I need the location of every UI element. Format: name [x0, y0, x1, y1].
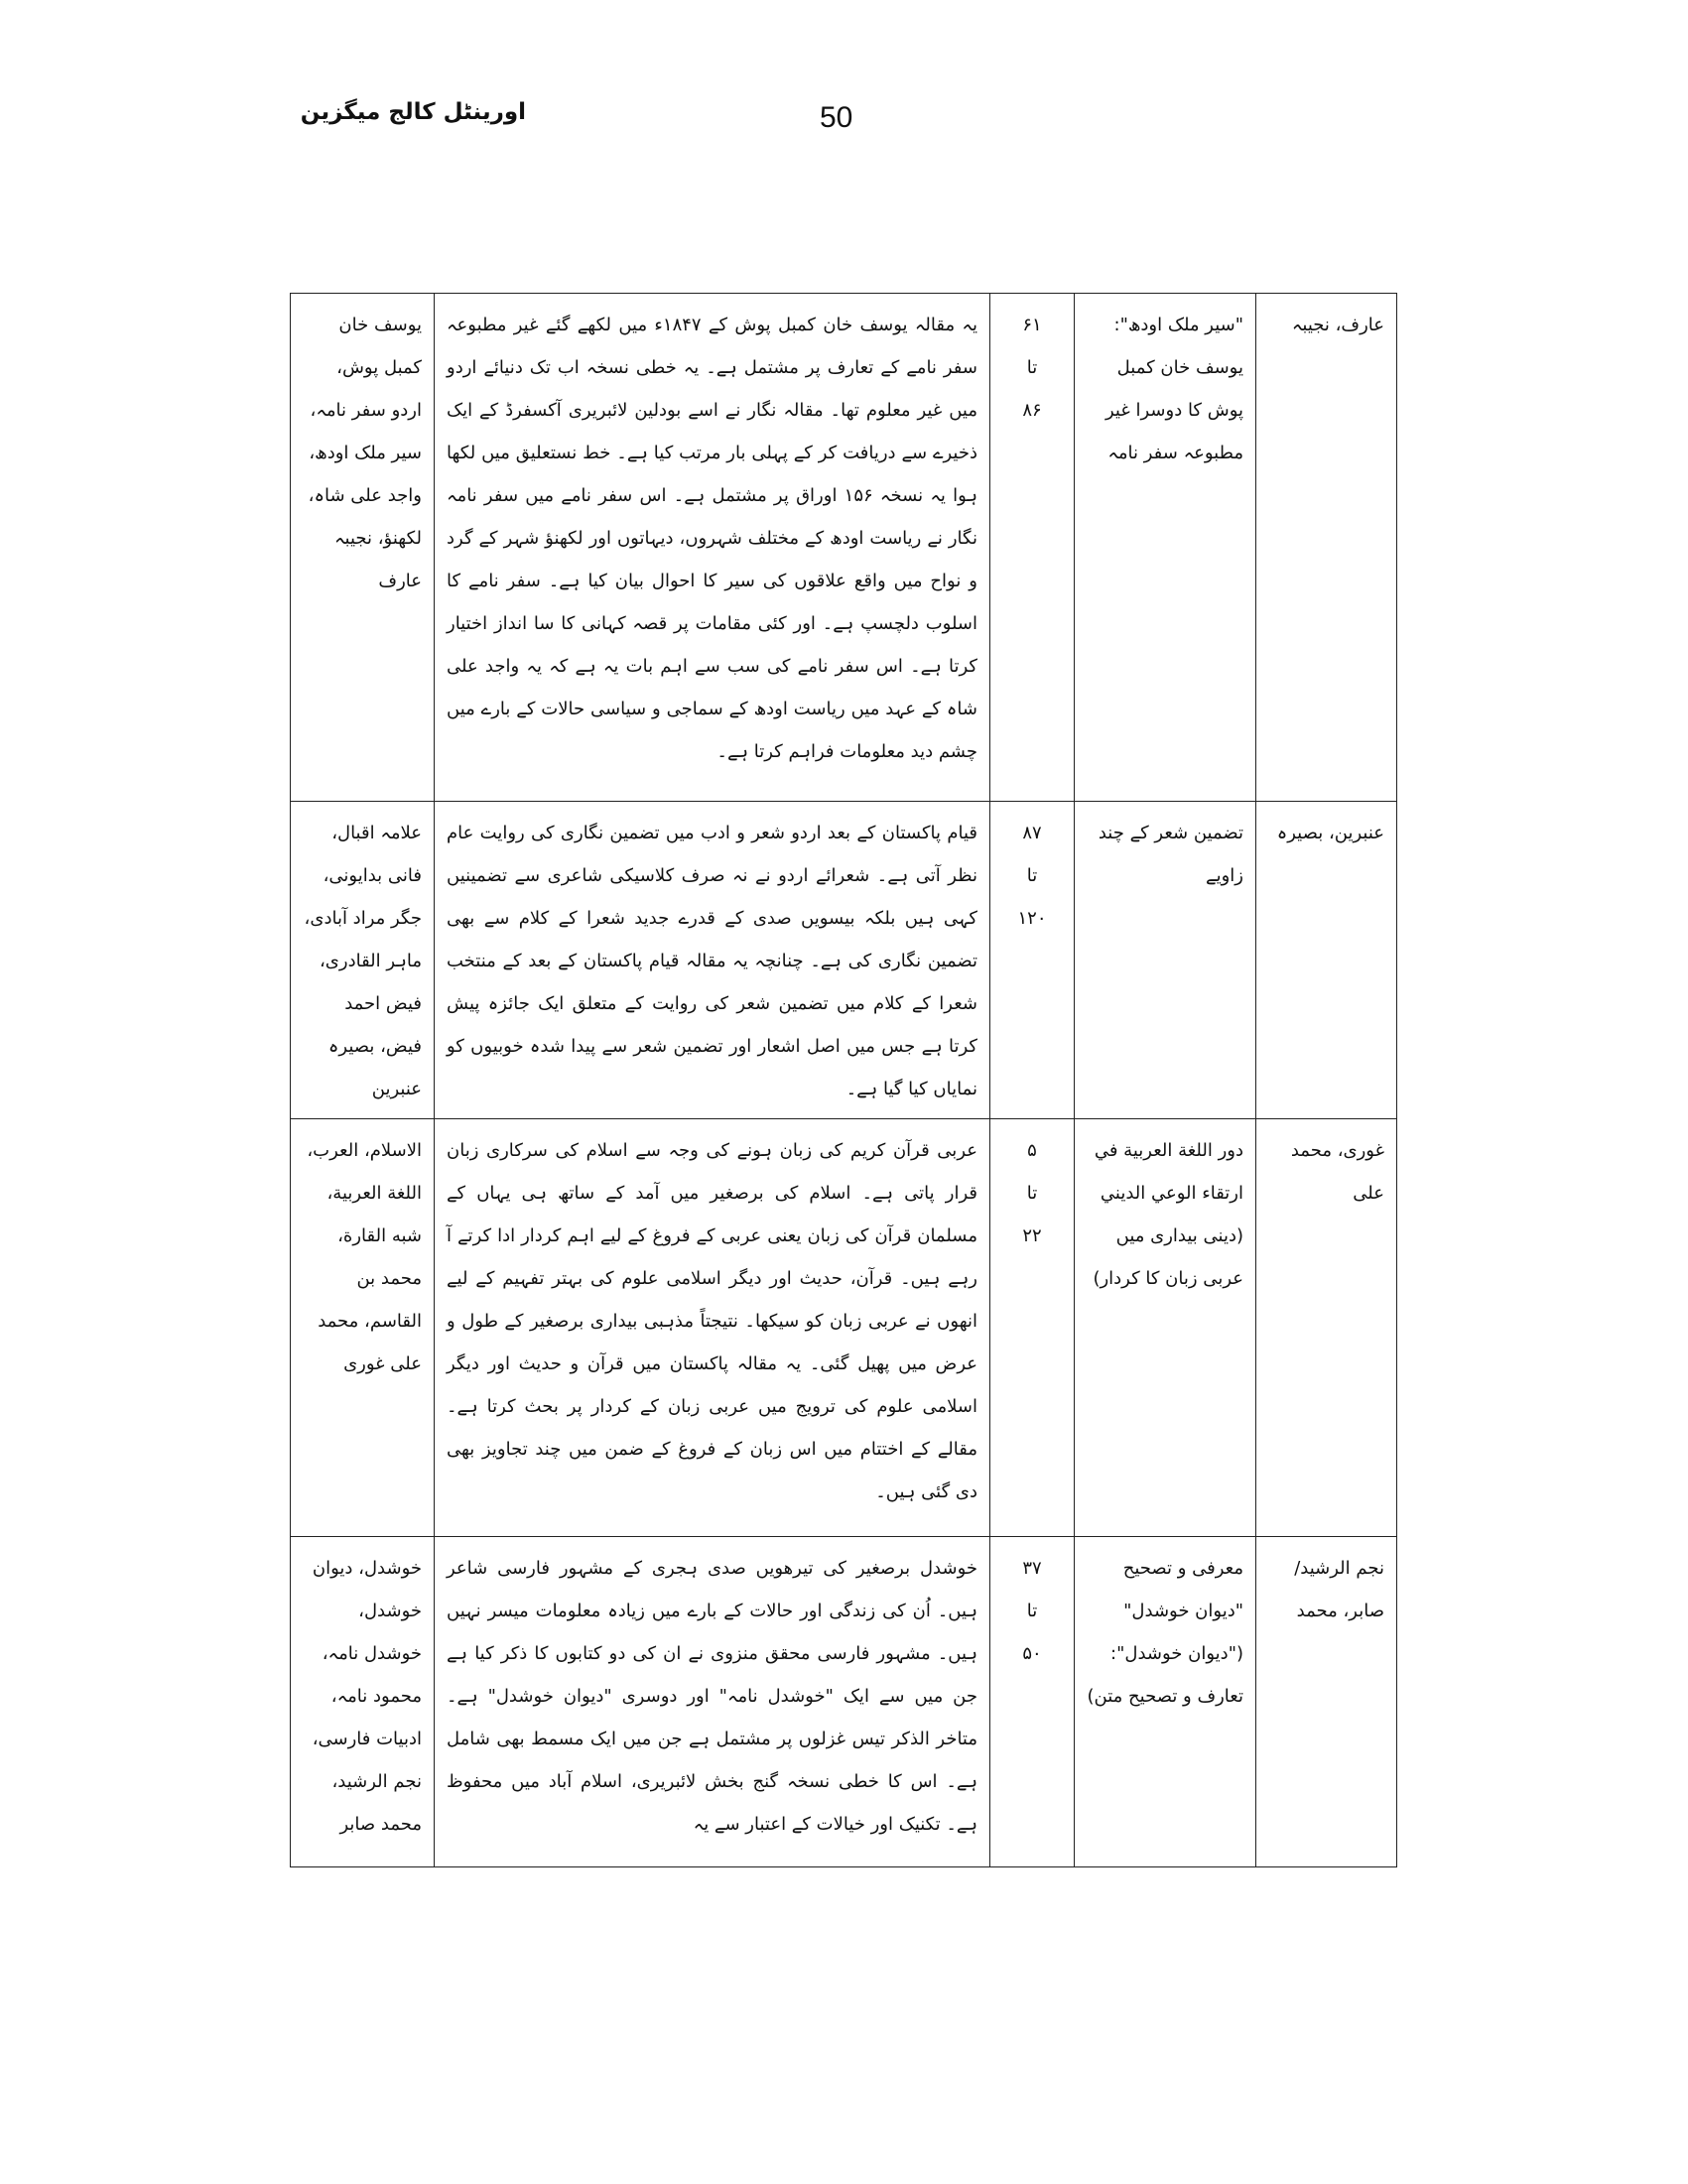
- summary-cell: خوشدل برصغیر کی تیرھویں صدی ہجری کے مشہور فارسی شاعر ہیں۔ اُن کی زندگی اور حالات کے بارے میں زیادہ معلومات میسر نہیں ہیں۔ مشہور فارسی محقق منزوی نے ان کی دو کتابوں کا ذکر کیا ہے جن میں سے ایک "خوشدل نامہ" اور دوسری "دیوان خوشدل" ہے۔ متاخر الذکر تیس غزلوں پر مشتمل ہے جن میں ایک مسمط بھی شامل ہے۔ اس کا خطی نسخہ گنج بخش لائبریری، اسلام آباد میں محفوظ ہے۔ تکنیک اور خیالات کے اعتبار سے یہ: [435, 1537, 990, 1867]
- pages-cell: [990, 802, 1075, 1119]
- article-title-cell: تضمین شعر کے چند زاویے: [1075, 802, 1256, 1119]
- keywords-cell: علامہ اقبال، فانی بدایونی، جگر مراد آبادی، ماہر القادری، فیض احمد فیض، بصیرہ عنبرین: [291, 802, 435, 1119]
- page-end: ۵۰: [1022, 1643, 1042, 1664]
- summary-cell: عربی قرآن کریم کی زبان ہونے کی وجہ سے اسلام کی سرکاری زبان قرار پاتی ہے۔ اسلام کی برصغیر میں آمد کے ساتھ ہی یہاں کے مسلمان قرآن کی زبان یعنی عربی کے فروغ کے لیے اہم کردار ادا کرتے آ رہے ہیں۔ قرآن، حدیث اور دیگر اسلامی علوم کی بہتر تفہیم کے لیے انھوں نے عربی زبان کو سیکھا۔ نتیجتاً مذہبی بیداری برصغیر کے طول و عرض میں پھیل گئی۔ یہ مقالہ پاکستان میں قرآن و حدیث اور دیگر اسلامی علوم کی ترویج میں عربی زبان کے کردار پر بحث کرتا ہے۔ مقالے کے اختتام میں اس زبان کے فروغ کے ضمن میں چند تجاویز بھی دی گئی ہیں۔: [435, 1119, 990, 1537]
- page-start: ۶۱: [1022, 315, 1042, 335]
- article-title-cell: "سیر ملک اودھ": یوسف خان کمبل پوش کا دوسرا غیر مطبوعہ سفر نامہ: [1075, 294, 1256, 802]
- page-start: ۳۷: [1022, 1558, 1042, 1579]
- page-range-separator: تا: [1026, 357, 1038, 378]
- author-cell: عنبرین، بصیرہ: [1256, 802, 1397, 1119]
- page-range-separator: تا: [1026, 1183, 1038, 1204]
- pages-cell: [990, 1119, 1075, 1537]
- pages-cell: [990, 1537, 1075, 1867]
- article-title-cell: دور اللغة العربية في ارتقاء الوعي الديني (دینی بیداری میں عربی زبان کا کردار): [1075, 1119, 1256, 1537]
- table-row: [291, 1537, 1397, 1867]
- page-start: ۵: [1027, 1140, 1037, 1161]
- keywords-cell: الاسلام، العرب، اللغة العربية، شبه القارة، محمد بن القاسم، محمد علی غوری: [291, 1119, 435, 1537]
- page-end: ۸۶: [1022, 400, 1042, 421]
- table-row: [291, 294, 1397, 802]
- pages-cell: [990, 294, 1075, 802]
- table-row: [291, 1119, 1397, 1537]
- keywords-cell: یوسف خان کمبل پوش، اردو سفر نامہ، سیر ملک اودھ، واجد علی شاہ، لکھنؤ، نجیبہ عارف: [291, 294, 435, 802]
- summary-cell: قیام پاکستان کے بعد اردو شعر و ادب میں تضمین نگاری کی روایت عام نظر آتی ہے۔ شعرائے اردو نے نہ صرف کلاسیکی شاعری سے تضمینیں کہی ہیں بلکہ بیسویں صدی کے قدرے جدید شعرا کے کلام سے بھی تضمین نگاری کی ہے۔ چنانچہ یہ مقالہ قیام پاکستان کے بعد کے منتخب شعرا کے کلام میں تضمین شعر کی روایت کے متعلق ایک جائزہ پیش کرتا ہے جس میں اصل اشعار اور تضمین شعر سے پیدا شدہ خوبیوں کو نمایاں کیا گیا ہے۔: [435, 802, 990, 1119]
- author-cell: غوری، محمد علی: [1256, 1119, 1397, 1537]
- summary-cell: یہ مقالہ یوسف خان کمبل پوش کے ۱۸۴۷ء میں لکھے گئے غیر مطبوعہ سفر نامے کے تعارف پر مشتمل ہے۔ یہ خطی نسخہ اب تک دنیائے اردو میں غیر معلوم تھا۔ مقالہ نگار نے اسے بودلین لائبریری آکسفرڈ کے ایک ذخیرے سے دریافت کر کے پہلی بار مرتب کیا ہے۔ خط نستعلیق میں لکھا ہوا یہ نسخہ ۱۵۶ اوراق پر مشتمل ہے۔ اس سفر نامے میں سفر نامہ نگار نے ریاست اودھ کے مختلف شہروں، دیہاتوں اور لکھنؤ شہر کے گرد و نواح میں واقع علاقوں کی سیر کا احوال بیان کیا ہے۔ سفر نامے کا اسلوب دلچسپ ہے۔ اور کئی مقامات پر قصہ کہانی کا سا انداز اختیار کرتا ہے۔ اس سفر نامے کی سب سے اہم بات یہ ہے کہ یہ واجد علی شاہ کے عہد میں ریاست اودھ کے سماجی و سیاسی حالات کے بارے میں چشم دید معلومات فراہم کرتا ہے۔: [435, 294, 990, 802]
- journal-title: اورینٹل کالج میگزین: [300, 99, 526, 125]
- table-row: [291, 802, 1397, 1119]
- page-end: ۲۲: [1022, 1225, 1042, 1246]
- page-number: 50: [820, 101, 853, 134]
- keywords-cell: خوشدل، دیوان خوشدل، خوشدل نامہ، محمود نامہ، ادبیات فارسی، نجم الرشید، محمد صابر: [291, 1537, 435, 1867]
- page-range-separator: تا: [1026, 1601, 1038, 1621]
- article-title-cell: معرفی و تصحیح "دیوان خوشدل" ("دیوان خوشدل": تعارف و تصحیح متن): [1075, 1537, 1256, 1867]
- page-range-separator: تا: [1026, 865, 1038, 886]
- page-end: ۱۲۰: [1017, 908, 1047, 929]
- author-cell: عارف، نجیبہ: [1256, 294, 1397, 802]
- page-start: ۸۷: [1022, 823, 1042, 843]
- author-cell: نجم الرشید/ صابر، محمد: [1256, 1537, 1397, 1867]
- article-catalog-table: [290, 293, 1397, 1867]
